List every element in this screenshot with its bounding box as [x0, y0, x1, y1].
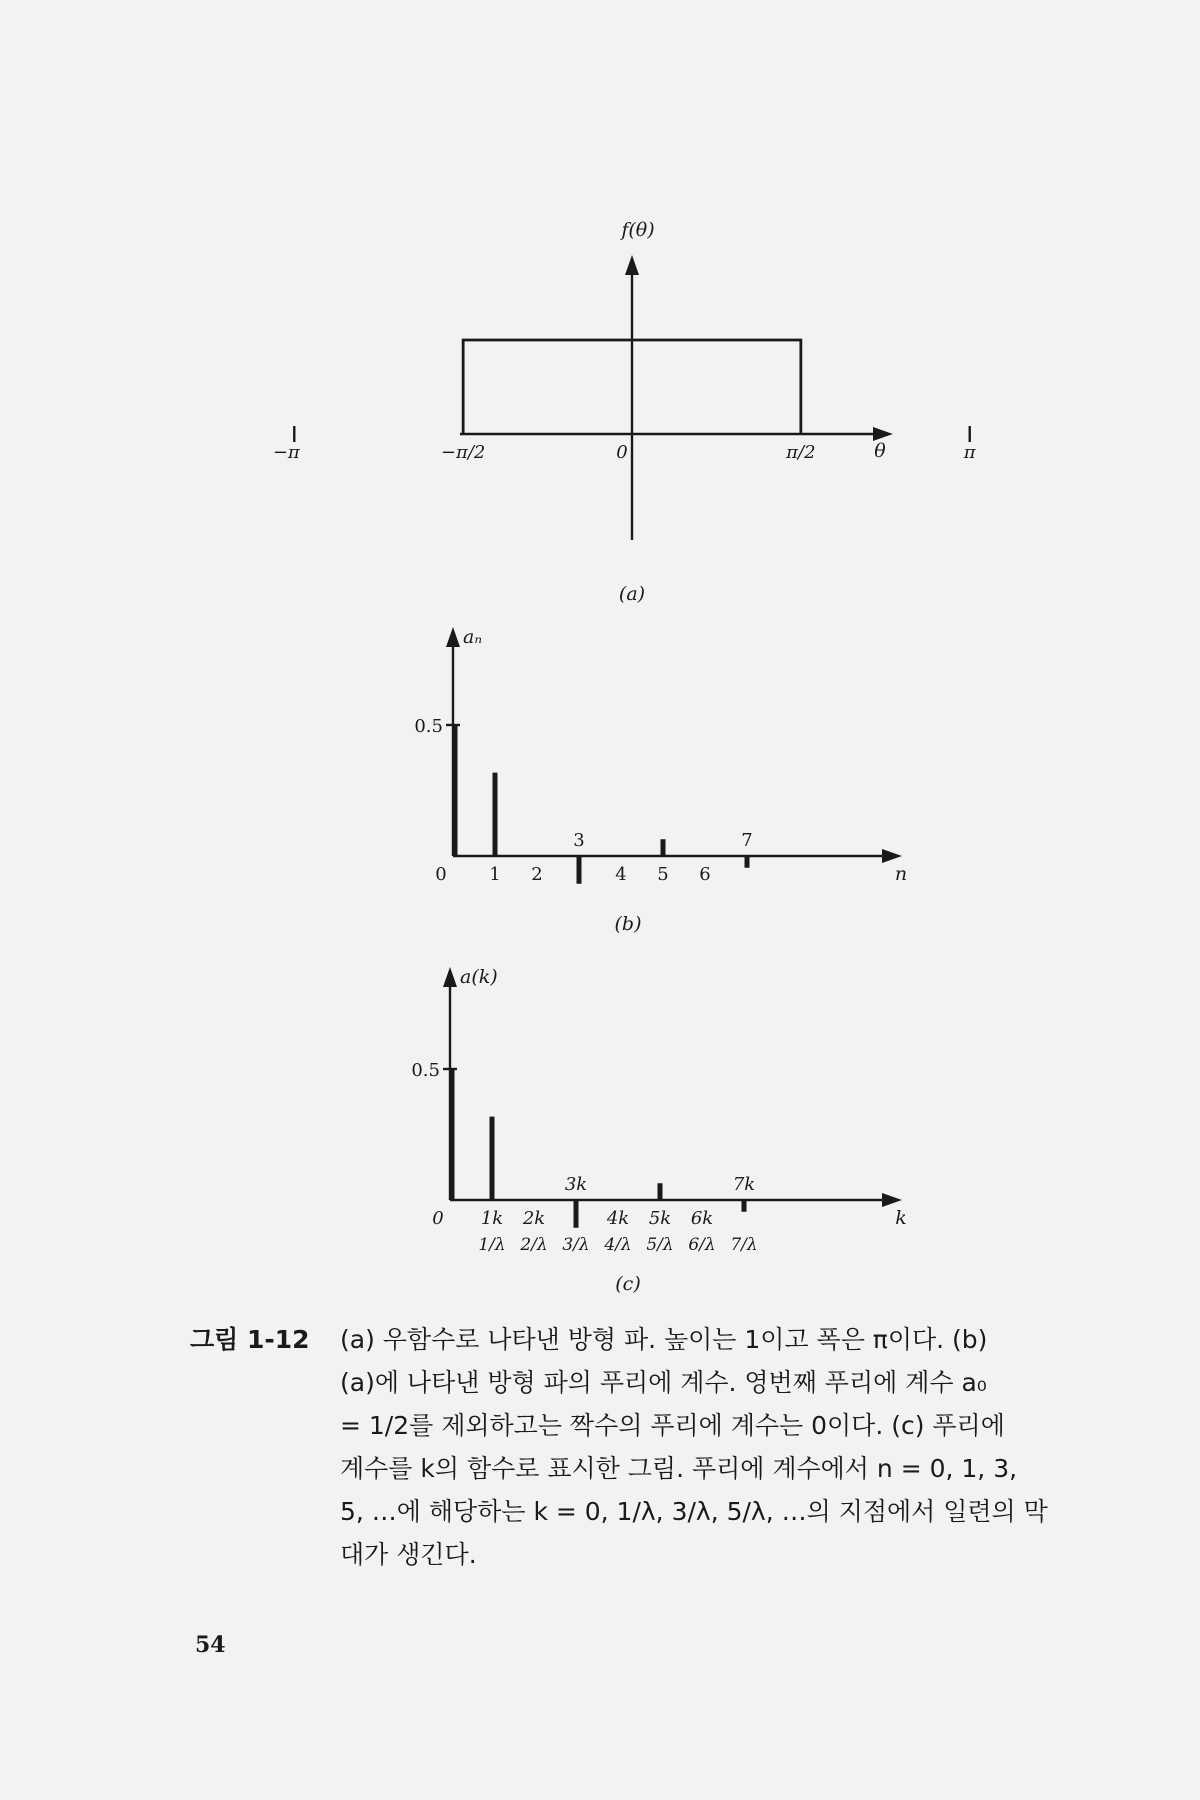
- b-tick-label: 6: [699, 864, 711, 885]
- c-y-axis-arrow-icon: [443, 967, 457, 987]
- a-tick-label: −π/2: [440, 442, 486, 463]
- b-y-tick-label: 0.5: [414, 716, 443, 737]
- c-tick-label: 2k: [522, 1208, 546, 1229]
- c-y-tick-label: 0.5: [411, 1060, 440, 1081]
- caption-line: (a)에 나타낸 방형 파의 푸리에 계수. 영번째 푸리에 계수 a₀: [340, 1368, 987, 1397]
- b-x-axis-arrow-icon: [882, 849, 902, 863]
- caption-line: (a) 우함수로 나타낸 방형 파. 높이는 1이고 폭은 π이다. (b): [340, 1325, 988, 1354]
- c-tick-label: 6k: [690, 1208, 714, 1229]
- b-y-axis-arrow-icon: [446, 627, 460, 647]
- b-x-label: n: [894, 863, 908, 885]
- c-lambda-label: 6/λ: [688, 1235, 716, 1255]
- c-lambda-label: 1/λ: [478, 1235, 506, 1255]
- caption-line: 5, …에 해당하는 k = 0, 1/λ, 3/λ, 5/λ, …의 지점에서 일련의 막: [340, 1497, 1048, 1526]
- c-tick-label: 4k: [606, 1208, 630, 1229]
- a-y-axis-arrow-icon: [625, 255, 639, 275]
- c-tick-label: 5k: [648, 1208, 672, 1229]
- b-tick-label: 2: [531, 864, 543, 885]
- caption-line: = 1/2를 제외하고는 짝수의 푸리에 계수는 0이다. (c) 푸리에: [340, 1411, 1005, 1440]
- c-tick-label: 7k: [732, 1174, 756, 1195]
- c-tick-label: 0: [432, 1208, 444, 1229]
- page-number: 54: [195, 1632, 226, 1658]
- b-tick-label: 7: [741, 830, 753, 851]
- a-y-label: f(θ): [621, 219, 655, 241]
- c-panel-label: (c): [615, 1273, 641, 1295]
- c-lambda-label: 3/λ: [562, 1235, 590, 1255]
- a-panel-label: (a): [618, 583, 646, 605]
- caption-line: 계수를 k의 함수로 표시한 그림. 푸리에 계수에서 n = 0, 1, 3,: [340, 1454, 1018, 1483]
- a-x-label: θ: [874, 440, 886, 462]
- c-lambda-label: 5/λ: [646, 1235, 674, 1255]
- c-tick-label: 1k: [480, 1208, 504, 1229]
- c-x-axis-arrow-icon: [882, 1193, 902, 1207]
- b-y-label: aₙ: [463, 626, 483, 648]
- b-tick-label: 3: [573, 830, 585, 851]
- a-tick-label: π: [963, 442, 976, 463]
- b-tick-label: 0: [435, 864, 447, 885]
- c-lambda-label: 4/λ: [604, 1235, 632, 1255]
- c-lambda-label: 2/λ: [520, 1235, 548, 1255]
- b-tick-label: 5: [657, 864, 669, 885]
- c-lambda-label: 7/λ: [730, 1235, 758, 1255]
- a-tick-label: 0: [616, 442, 628, 463]
- b-tick-label: 1: [489, 864, 501, 885]
- a-x-axis-arrow-icon: [873, 427, 893, 441]
- b-panel-label: (b): [614, 913, 642, 935]
- c-x-label: k: [895, 1207, 907, 1229]
- c-y-label: a(k): [460, 966, 498, 988]
- c-tick-label: 3k: [564, 1174, 588, 1195]
- b-tick-label: 4: [615, 864, 627, 885]
- a-tick-label: π/2: [786, 442, 816, 463]
- caption-line: 대가 생긴다.: [340, 1540, 477, 1569]
- caption-text: [340, 1318, 1110, 1576]
- caption-label: 그림 1-12: [190, 1325, 310, 1354]
- a-tick-label: −π: [272, 442, 300, 463]
